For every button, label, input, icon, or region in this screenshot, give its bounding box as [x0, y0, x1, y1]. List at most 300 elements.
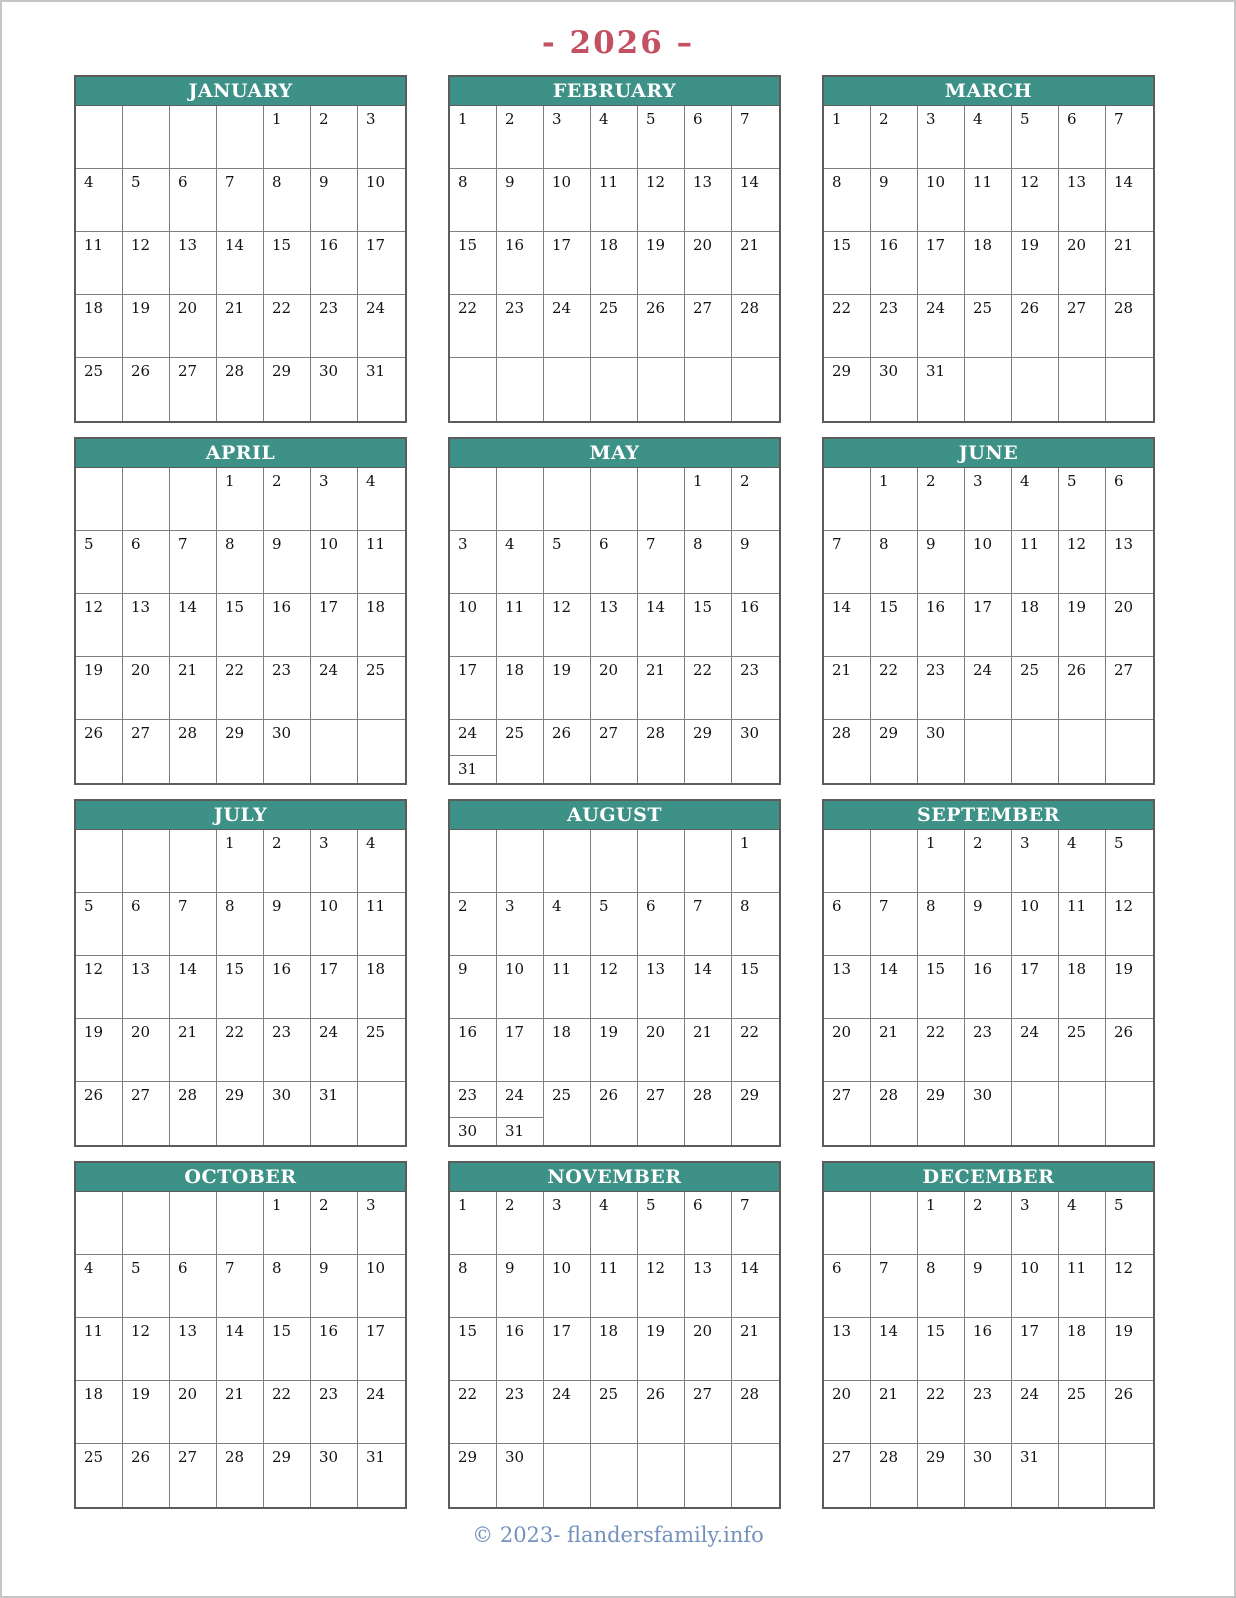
day-cell — [311, 1019, 358, 1082]
day-cell — [217, 358, 264, 421]
day-number: 17 — [1020, 1322, 1040, 1340]
day-cell — [685, 720, 732, 783]
day-cell — [450, 956, 497, 1019]
day-cell — [170, 1381, 217, 1444]
day-cell — [824, 1082, 871, 1145]
month-day-grid — [450, 830, 779, 1145]
day-cell — [918, 1082, 965, 1145]
day-number: 23 — [319, 1385, 339, 1403]
day-number: 2 — [740, 472, 750, 490]
day-cell — [358, 531, 405, 594]
day-number: 11 — [599, 173, 619, 191]
day-cell — [497, 1444, 544, 1507]
day-number: 3 — [552, 1196, 562, 1214]
day-number: 17 — [319, 960, 339, 978]
day-cell — [1106, 1318, 1153, 1381]
day-number: 21 — [879, 1023, 899, 1041]
empty-cell — [123, 830, 170, 893]
day-number: 11 — [366, 897, 386, 915]
day-number: 10 — [505, 960, 525, 978]
day-cell — [170, 956, 217, 1019]
empty-cell — [497, 358, 544, 421]
month-november — [448, 1161, 781, 1509]
day-number: 22 — [879, 661, 899, 679]
day-number: 13 — [832, 960, 852, 978]
day-number: 15 — [225, 960, 245, 978]
day-number: 5 — [84, 535, 94, 553]
day-cell — [450, 1118, 496, 1140]
day-number: 29 — [926, 1448, 946, 1466]
day-cell — [685, 657, 732, 720]
day-number: 28 — [879, 1086, 899, 1104]
day-cell — [450, 594, 497, 657]
day-number: 7 — [879, 1259, 889, 1277]
day-number: 28 — [178, 724, 198, 742]
empty-cell — [871, 1192, 918, 1255]
day-cell — [638, 893, 685, 956]
day-number: 26 — [1020, 299, 1040, 317]
day-cell — [732, 594, 779, 657]
day-number: 18 — [505, 661, 525, 679]
day-cell — [76, 720, 123, 783]
day-cell — [544, 657, 591, 720]
day-number: 6 — [693, 1196, 703, 1214]
day-number: 25 — [599, 299, 619, 317]
day-number: 22 — [926, 1023, 946, 1041]
day-number: 14 — [879, 1322, 899, 1340]
day-number: 18 — [1020, 598, 1040, 616]
day-cell — [638, 1255, 685, 1318]
day-cell — [311, 657, 358, 720]
day-cell — [965, 1444, 1012, 1507]
day-number: 4 — [1067, 834, 1077, 852]
day-number: 19 — [552, 661, 572, 679]
day-number: 5 — [646, 1196, 656, 1214]
day-number: 16 — [973, 1322, 993, 1340]
day-cell — [685, 531, 732, 594]
day-cell — [358, 893, 405, 956]
day-cell — [76, 1318, 123, 1381]
day-number: 6 — [832, 1259, 842, 1277]
day-number: 1 — [926, 1196, 936, 1214]
day-cell — [1059, 830, 1106, 893]
empty-cell — [638, 830, 685, 893]
day-number: 1 — [879, 472, 889, 490]
day-number: 19 — [1114, 960, 1134, 978]
day-cell — [1059, 657, 1106, 720]
empty-cell — [76, 106, 123, 169]
day-number: 8 — [740, 897, 750, 915]
day-cell — [76, 1255, 123, 1318]
day-cell — [965, 295, 1012, 358]
month-day-grid — [824, 830, 1153, 1145]
day-number: 2 — [879, 110, 889, 128]
day-cell — [591, 295, 638, 358]
day-cell — [591, 1381, 638, 1444]
day-cell — [450, 1381, 497, 1444]
day-number: 21 — [879, 1385, 899, 1403]
day-cell — [170, 657, 217, 720]
day-number: 21 — [740, 1322, 760, 1340]
month-day-grid — [76, 468, 405, 783]
day-cell — [965, 657, 1012, 720]
day-cell — [591, 1019, 638, 1082]
empty-cell — [170, 1192, 217, 1255]
empty-cell — [685, 358, 732, 421]
day-cell — [450, 1019, 497, 1082]
day-cell — [311, 295, 358, 358]
day-cell — [685, 594, 732, 657]
day-number: 23 — [740, 661, 760, 679]
day-number: 26 — [599, 1086, 619, 1104]
day-number: 4 — [505, 535, 515, 553]
empty-cell — [1012, 720, 1059, 783]
day-cell — [170, 720, 217, 783]
day-number: 18 — [84, 1385, 104, 1403]
day-cell — [1012, 295, 1059, 358]
day-number: 2 — [973, 834, 983, 852]
day-number: 29 — [740, 1086, 760, 1104]
day-number: 5 — [646, 110, 656, 128]
day-number: 13 — [832, 1322, 852, 1340]
day-number: 24 — [319, 1023, 339, 1041]
day-cell — [638, 1318, 685, 1381]
day-cell — [358, 1019, 405, 1082]
day-number: 27 — [178, 1448, 198, 1466]
day-number: 16 — [319, 1322, 339, 1340]
day-cell — [76, 1444, 123, 1507]
month-header-march: MARCH — [824, 77, 1153, 106]
day-cell — [591, 1318, 638, 1381]
month-june — [822, 437, 1155, 785]
day-cell — [358, 106, 405, 169]
day-number: 11 — [1020, 535, 1040, 553]
empty-cell — [497, 830, 544, 893]
day-number: 16 — [505, 1322, 525, 1340]
day-number: 6 — [131, 535, 141, 553]
day-number: 26 — [84, 724, 104, 742]
empty-cell — [591, 830, 638, 893]
day-number: 13 — [1067, 173, 1087, 191]
day-cell — [824, 956, 871, 1019]
day-cell — [1012, 1444, 1059, 1507]
day-number: 13 — [131, 598, 151, 616]
day-number: 23 — [973, 1023, 993, 1041]
day-number: 3 — [1020, 834, 1030, 852]
day-cell — [217, 720, 264, 783]
day-number: 10 — [366, 173, 386, 191]
day-cell — [1106, 830, 1153, 893]
day-number: 16 — [926, 598, 946, 616]
day-cell — [685, 1318, 732, 1381]
day-cell — [497, 1381, 544, 1444]
month-day-grid — [450, 106, 779, 421]
empty-cell — [217, 1192, 264, 1255]
day-number: 31 — [1020, 1448, 1040, 1466]
day-cell — [871, 1444, 918, 1507]
day-cell — [591, 1192, 638, 1255]
day-cell — [1012, 232, 1059, 295]
day-cell — [591, 956, 638, 1019]
day-number: 7 — [832, 535, 842, 553]
day-number: 10 — [366, 1259, 386, 1277]
day-number: 4 — [552, 897, 562, 915]
day-number: 2 — [505, 110, 515, 128]
day-cell — [544, 1318, 591, 1381]
day-number: 4 — [599, 110, 609, 128]
day-cell — [591, 1255, 638, 1318]
day-cell — [1012, 1318, 1059, 1381]
copyright-footer: © 2023- flandersfamily.info — [472, 1523, 764, 1547]
day-number: 30 — [740, 724, 760, 742]
day-number: 14 — [879, 960, 899, 978]
day-number: 4 — [84, 1259, 94, 1277]
day-cell — [497, 232, 544, 295]
day-cell — [1106, 1255, 1153, 1318]
day-number: 22 — [693, 661, 713, 679]
day-cell — [685, 1381, 732, 1444]
split-day-cell — [450, 720, 497, 783]
day-number: 3 — [505, 897, 515, 915]
day-cell — [685, 1082, 732, 1145]
day-number: 19 — [599, 1023, 619, 1041]
empty-cell — [1059, 1082, 1106, 1145]
day-cell — [965, 893, 1012, 956]
month-march — [822, 75, 1155, 423]
day-number: 9 — [879, 173, 889, 191]
day-number: 4 — [1067, 1196, 1077, 1214]
day-cell — [264, 594, 311, 657]
empty-cell — [170, 830, 217, 893]
day-cell — [824, 169, 871, 232]
day-cell — [544, 232, 591, 295]
day-cell — [217, 1381, 264, 1444]
empty-cell — [1106, 1082, 1153, 1145]
split-day-cell — [450, 1082, 497, 1145]
day-cell — [732, 830, 779, 893]
day-number: 10 — [319, 535, 339, 553]
day-cell — [264, 468, 311, 531]
day-cell — [824, 1381, 871, 1444]
day-number: 8 — [832, 173, 842, 191]
day-cell — [264, 830, 311, 893]
day-number: 24 — [973, 661, 993, 679]
month-day-grid — [450, 468, 779, 783]
day-cell — [123, 1444, 170, 1507]
day-number: 22 — [272, 1385, 292, 1403]
day-cell — [123, 1381, 170, 1444]
day-number: 13 — [1114, 535, 1134, 553]
day-number: 14 — [740, 1259, 760, 1277]
day-number: 17 — [366, 236, 386, 254]
day-cell — [638, 657, 685, 720]
day-number: 18 — [1067, 960, 1087, 978]
day-number: 10 — [926, 173, 946, 191]
day-number: 13 — [599, 598, 619, 616]
day-cell — [871, 594, 918, 657]
day-number: 5 — [1114, 1196, 1124, 1214]
day-number: 15 — [272, 1322, 292, 1340]
day-cell — [918, 1255, 965, 1318]
day-number: 29 — [879, 724, 899, 742]
day-number: 18 — [973, 236, 993, 254]
split-day-cell — [497, 1082, 544, 1145]
empty-cell — [76, 1192, 123, 1255]
day-number: 13 — [693, 1259, 713, 1277]
day-number: 23 — [973, 1385, 993, 1403]
empty-cell — [497, 468, 544, 531]
day-cell — [824, 594, 871, 657]
month-may — [448, 437, 781, 785]
day-cell — [544, 1192, 591, 1255]
day-number: 3 — [973, 472, 983, 490]
day-cell — [871, 1082, 918, 1145]
day-number: 31 — [319, 1086, 339, 1104]
day-number: 9 — [973, 1259, 983, 1277]
empty-cell — [450, 468, 497, 531]
day-number: 22 — [832, 299, 852, 317]
empty-cell — [965, 358, 1012, 421]
day-cell — [358, 169, 405, 232]
day-number: 29 — [926, 1086, 946, 1104]
day-number: 19 — [131, 1385, 151, 1403]
day-number: 22 — [225, 661, 245, 679]
day-cell — [732, 531, 779, 594]
day-number: 27 — [1067, 299, 1087, 317]
day-cell — [76, 531, 123, 594]
day-cell — [450, 531, 497, 594]
empty-cell — [965, 720, 1012, 783]
day-cell — [638, 1082, 685, 1145]
day-number: 25 — [1067, 1385, 1087, 1403]
day-number: 27 — [693, 1385, 713, 1403]
day-cell — [217, 169, 264, 232]
day-cell — [264, 956, 311, 1019]
day-number: 18 — [366, 960, 386, 978]
day-number: 22 — [926, 1385, 946, 1403]
day-number: 20 — [1114, 598, 1134, 616]
day-cell — [1012, 1192, 1059, 1255]
day-number: 6 — [1114, 472, 1124, 490]
day-number: 21 — [178, 661, 198, 679]
month-august — [448, 799, 781, 1147]
day-cell — [76, 657, 123, 720]
empty-cell — [1012, 1082, 1059, 1145]
month-header-november: NOVEMBER — [450, 1163, 779, 1192]
day-number: 10 — [552, 1259, 572, 1277]
day-number: 5 — [552, 535, 562, 553]
day-number: 17 — [319, 598, 339, 616]
day-number: 19 — [1114, 1322, 1134, 1340]
day-number: 12 — [646, 173, 666, 191]
day-cell — [217, 1019, 264, 1082]
day-cell — [918, 1444, 965, 1507]
day-cell — [965, 1082, 1012, 1145]
day-cell — [1106, 106, 1153, 169]
day-number: 14 — [740, 173, 760, 191]
day-number: 16 — [740, 598, 760, 616]
day-cell — [871, 1318, 918, 1381]
day-number: 3 — [458, 535, 468, 553]
day-cell — [123, 720, 170, 783]
empty-cell — [450, 358, 497, 421]
day-number: 9 — [319, 173, 329, 191]
day-number: 5 — [1020, 110, 1030, 128]
day-number: 14 — [178, 960, 198, 978]
day-cell — [311, 1381, 358, 1444]
day-number: 30 — [272, 1086, 292, 1104]
day-cell — [591, 531, 638, 594]
day-number: 11 — [366, 535, 386, 553]
day-number: 2 — [272, 834, 282, 852]
day-number: 17 — [366, 1322, 386, 1340]
day-number: 27 — [693, 299, 713, 317]
day-number: 13 — [646, 960, 666, 978]
month-day-grid — [76, 830, 405, 1145]
day-cell — [358, 1192, 405, 1255]
day-number: 7 — [225, 1259, 235, 1277]
day-number: 25 — [366, 1023, 386, 1041]
day-cell — [1106, 232, 1153, 295]
day-cell — [1059, 893, 1106, 956]
day-number: 24 — [366, 299, 386, 317]
day-number: 1 — [740, 834, 750, 852]
day-number: 13 — [131, 960, 151, 978]
day-number: 30 — [505, 1448, 525, 1466]
day-number: 29 — [693, 724, 713, 742]
day-number: 17 — [1020, 960, 1040, 978]
day-cell — [170, 295, 217, 358]
empty-cell — [123, 106, 170, 169]
day-cell — [965, 594, 1012, 657]
day-cell — [685, 232, 732, 295]
month-day-grid — [450, 1192, 779, 1507]
empty-cell — [1059, 358, 1106, 421]
day-number: 4 — [599, 1196, 609, 1214]
day-number: 8 — [926, 897, 936, 915]
day-number: 23 — [505, 299, 525, 317]
day-cell — [123, 1318, 170, 1381]
day-cell — [544, 1255, 591, 1318]
day-number: 11 — [1067, 1259, 1087, 1277]
day-number: 18 — [599, 1322, 619, 1340]
day-cell — [544, 295, 591, 358]
day-number: 21 — [225, 299, 245, 317]
day-number: 15 — [458, 1322, 478, 1340]
day-number: 26 — [552, 724, 572, 742]
day-number: 20 — [832, 1023, 852, 1041]
day-cell — [497, 594, 544, 657]
empty-cell — [1106, 720, 1153, 783]
day-cell — [824, 106, 871, 169]
day-cell — [1059, 956, 1106, 1019]
day-number: 10 — [458, 598, 478, 616]
day-number: 19 — [84, 661, 104, 679]
day-cell — [1059, 295, 1106, 358]
day-number: 19 — [646, 1322, 666, 1340]
day-number: 12 — [1067, 535, 1087, 553]
day-cell — [871, 106, 918, 169]
day-number: 3 — [1020, 1196, 1030, 1214]
empty-cell — [824, 468, 871, 531]
day-cell — [638, 1019, 685, 1082]
day-cell — [264, 169, 311, 232]
day-number: 24 — [926, 299, 946, 317]
day-cell — [450, 232, 497, 295]
day-cell — [1059, 531, 1106, 594]
day-cell — [1106, 1019, 1153, 1082]
day-cell — [1012, 594, 1059, 657]
